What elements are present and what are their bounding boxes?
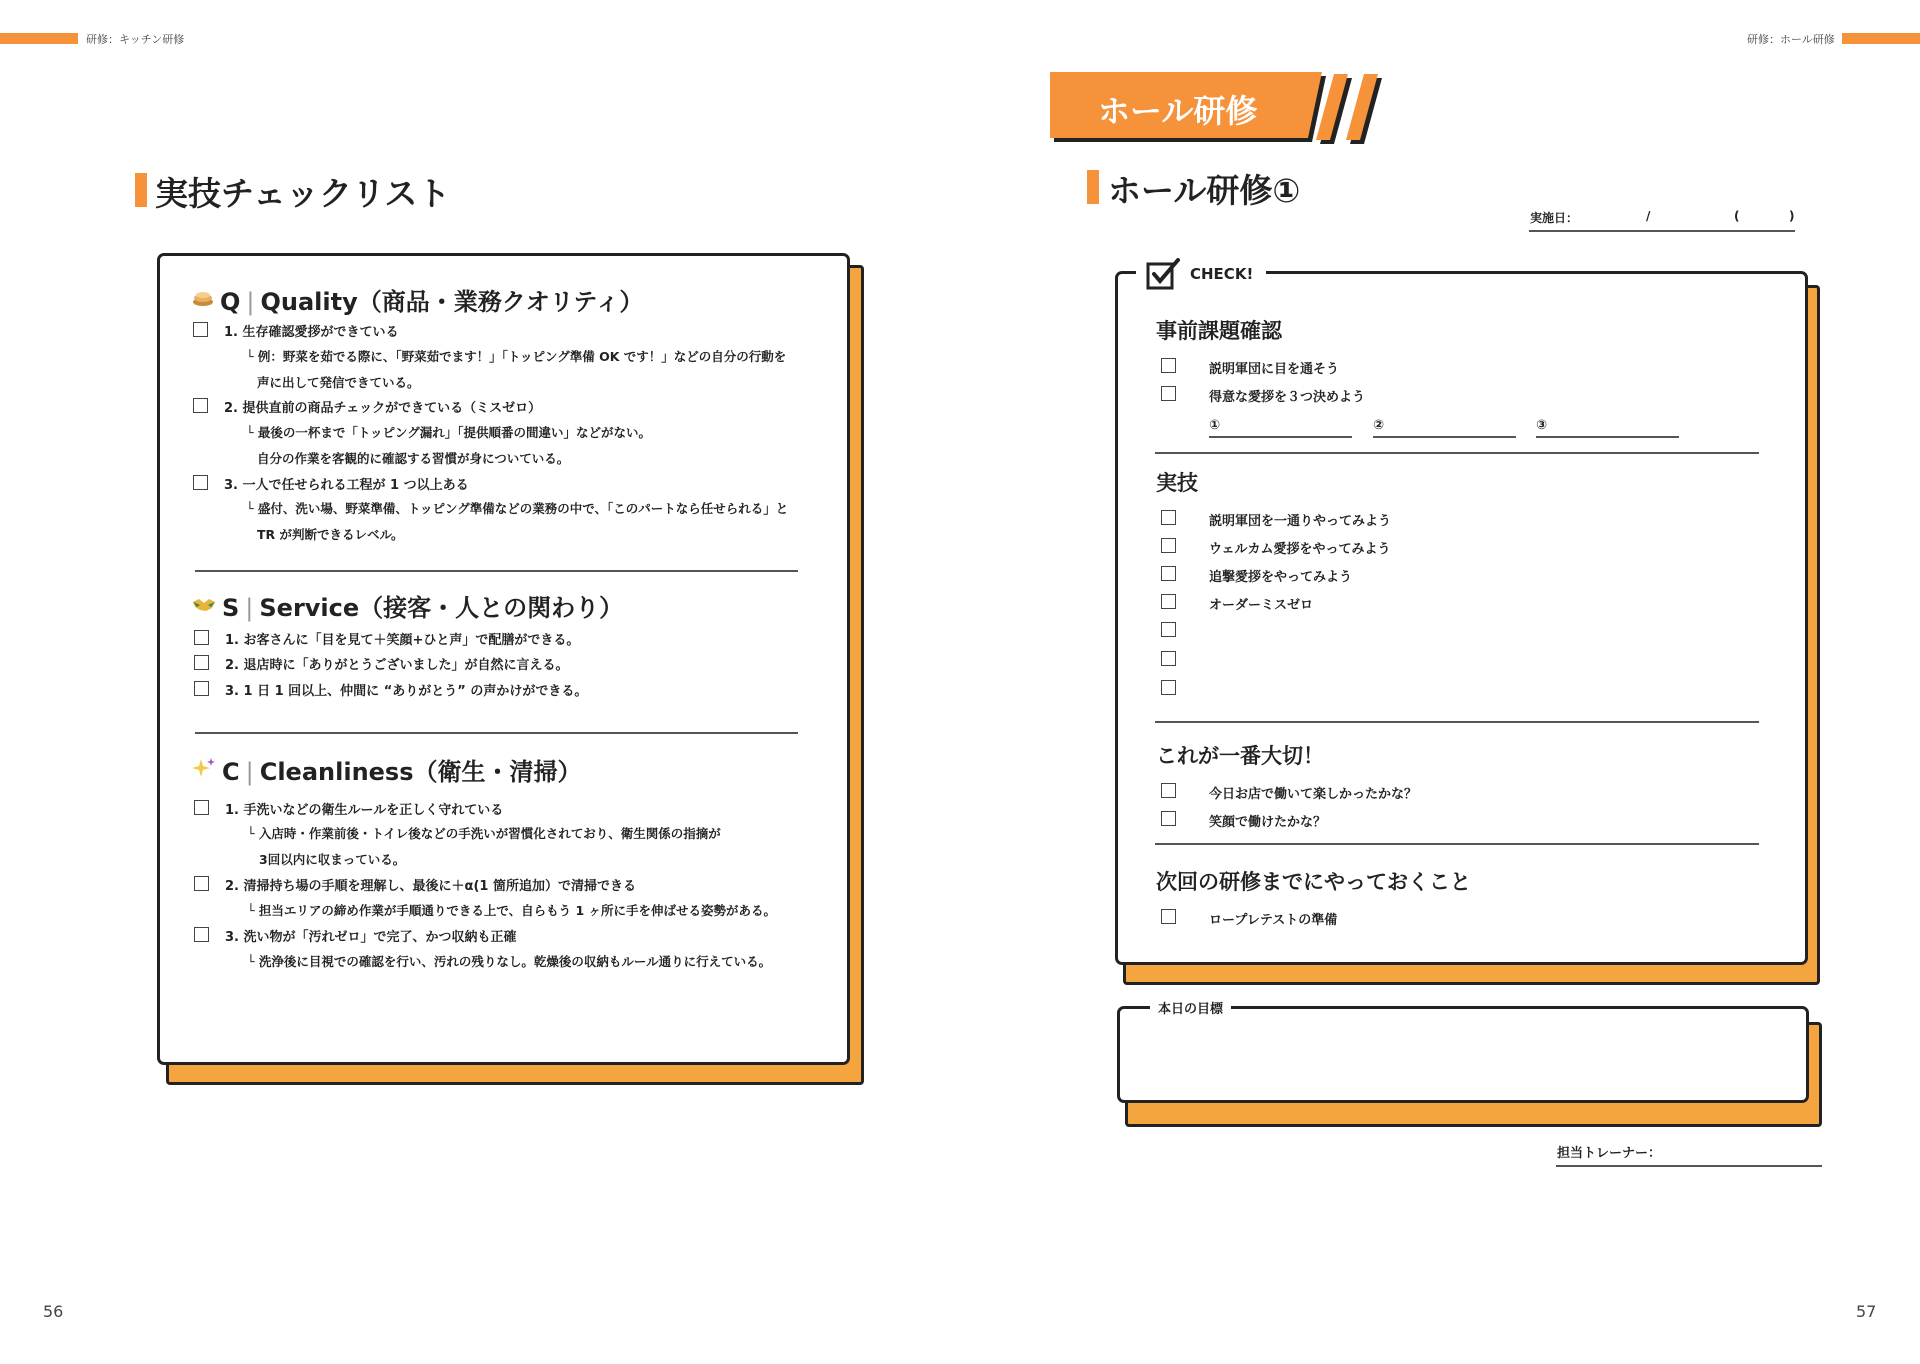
important-item-1-checkbox[interactable]: [1161, 783, 1176, 798]
page-title-left: 実技チェックリスト: [155, 174, 451, 213]
banner-title: ホール研修: [1098, 92, 1258, 130]
quality-item-2: 2. 提供直前の商品チェックができている（ミスゼロ）: [224, 401, 542, 416]
header-left-text: 研修：キッチン研修: [86, 33, 185, 46]
blank-line-1[interactable]: [1209, 436, 1352, 438]
prework-item-1-checkbox[interactable]: [1161, 358, 1176, 373]
clean-item-1-detail-1: └ 入店時・作業前後・トイレ後などの手洗いが習慣化されており、衛生関係の指摘が: [247, 826, 721, 841]
page-number-right: 57: [1856, 1302, 1877, 1321]
date-paren-open: (: [1734, 209, 1740, 223]
quality-item-3-detail-1: └ 盛付、洗い場、野菜準備、トッピング準備などの業務の中で、「このパートなら任せられる」と: [246, 501, 789, 516]
right-divider-1: [1155, 452, 1759, 454]
practice-item-5-checkbox[interactable]: [1161, 622, 1176, 637]
clean-item-3: 3. 洗い物が「汚れゼロ」で完了、かつ収納も正確: [225, 930, 517, 945]
blank-line-2[interactable]: [1373, 436, 1516, 438]
next-todo-section-title: 次回の研修までにやっておくこと: [1156, 870, 1471, 894]
title-marker-right: [1087, 170, 1099, 204]
quality-item-3-checkbox[interactable]: [193, 475, 208, 490]
cleanliness-section-title: C | Cleanliness（衛生・清掃）: [222, 758, 582, 786]
section-divider-1: [195, 570, 798, 572]
clean-item-1: 1. 手洗いなどの衛生ルールを正しく守れている: [225, 803, 504, 818]
practice-item-4: オーダーミスゼロ: [1209, 598, 1314, 613]
quality-item-1-detail-1: └ 例：野菜を茹でる際に、「野菜茹でます！」「トッピング準備 OK です！」などの自分の行動を: [246, 349, 787, 364]
important-item-2: 笑顔で働けたかな？: [1209, 815, 1327, 830]
header-accent-bar-left: [0, 33, 78, 44]
trainer-field-line[interactable]: [1556, 1165, 1822, 1167]
quality-item-1-checkbox[interactable]: [193, 322, 208, 337]
practice-item-7-checkbox[interactable]: [1161, 680, 1176, 695]
quality-item-1-detail-2: 声に出して発信できている。: [257, 375, 420, 390]
practice-item-2: ウェルカム愛拶をやってみよう: [1209, 542, 1391, 557]
clean-item-3-detail-1: └ 洗浄後に目視での確認を行い、汚れの残りなし。乾燥後の収納もルール通りに行えている。: [247, 954, 772, 969]
important-item-1: 今日お店で働いて楽しかったかな？: [1209, 787, 1418, 802]
date-label: 実施日：: [1530, 211, 1579, 225]
blank-marker-1: ①: [1209, 418, 1221, 433]
prework-item-2-checkbox[interactable]: [1161, 386, 1176, 401]
practice-item-3-checkbox[interactable]: [1161, 566, 1176, 581]
sparkles-icon: [192, 757, 216, 783]
prework-section-title: 事前課題確認: [1156, 319, 1282, 343]
practice-item-1-checkbox[interactable]: [1161, 510, 1176, 525]
blank-line-3[interactable]: [1536, 436, 1679, 438]
practice-section-title: 実技: [1156, 471, 1198, 495]
practice-item-1: 説明軍団を一通りやってみよう: [1209, 514, 1392, 529]
next-todo-item-1-checkbox[interactable]: [1161, 909, 1176, 924]
date-slash: /: [1646, 209, 1651, 223]
practice-item-3: 追撃愛拶をやってみよう: [1209, 570, 1353, 585]
quality-item-1: 1. 生存確認愛拶ができている: [224, 325, 399, 340]
goal-box[interactable]: [1117, 1006, 1809, 1103]
quality-item-2-detail-1: └ 最後の一杯まで「トッピング漏れ」「提供順番の間違い」などがない。: [246, 425, 652, 440]
section-divider-2: [195, 732, 798, 734]
handshake-icon: [192, 596, 216, 618]
service-item-1: 1. お客さんに「目を見て＋笑顔+ひと声」で配膳ができる。: [225, 633, 580, 648]
quality-item-3: 3. 一人で任せられる工程が 1 つ以上ある: [224, 478, 469, 493]
blank-marker-2: ②: [1373, 418, 1385, 433]
service-item-3-checkbox[interactable]: [194, 681, 209, 696]
check-label: CHECK!: [1190, 265, 1254, 283]
practice-item-2-checkbox[interactable]: [1161, 538, 1176, 553]
clean-item-2-checkbox[interactable]: [194, 876, 209, 891]
important-item-2-checkbox[interactable]: [1161, 811, 1176, 826]
right-divider-2: [1155, 721, 1759, 723]
pancake-icon: [192, 289, 214, 311]
header-right-text: 研修：ホール研修: [1747, 33, 1835, 46]
quality-item-2-detail-2: 自分の作業を客観的に確認する習慣が身についている。: [257, 451, 570, 466]
date-field-line[interactable]: [1529, 230, 1795, 232]
checkmark-box-icon: [1146, 258, 1182, 294]
practice-item-6-checkbox[interactable]: [1161, 651, 1176, 666]
page-number-left: 56: [43, 1302, 64, 1321]
service-item-2-checkbox[interactable]: [194, 655, 209, 670]
page-title-right: ホール研修①: [1108, 171, 1301, 210]
clean-item-2-detail-1: └ 担当エリアの締め作業が手順通りできる上で、自らもう 1 ヶ所に手を伸ばせる姿勢がある。: [247, 903, 777, 918]
prework-item-2: 得意な愛拶を３つ決めよう: [1209, 390, 1366, 405]
quality-item-3-detail-2: TR が判断できるレベル。: [257, 527, 404, 542]
trainer-label: 担当トレーナー：: [1557, 1146, 1662, 1161]
clean-item-3-checkbox[interactable]: [194, 927, 209, 942]
header-accent-bar-right: [1842, 33, 1920, 44]
date-paren-close: ): [1789, 209, 1795, 223]
clean-item-1-checkbox[interactable]: [194, 800, 209, 815]
practice-item-4-checkbox[interactable]: [1161, 594, 1176, 609]
title-marker-left: [135, 173, 147, 207]
clean-item-1-detail-2: 3回以内に収まっている。: [259, 852, 406, 867]
service-item-2: 2. 退店時に「ありがとうございました」が自然に言える。: [225, 658, 569, 673]
service-item-1-checkbox[interactable]: [194, 630, 209, 645]
prework-item-1: 説明軍団に目を通そう: [1209, 362, 1340, 377]
right-divider-3: [1155, 843, 1759, 845]
goal-label: 本日の目標: [1150, 998, 1231, 1017]
clean-item-2: 2. 清掃持ち場の手順を理解し、最後に＋α(1 箇所追加）で清掃できる: [225, 879, 636, 894]
next-todo-item-1: ロープレテストの準備: [1209, 913, 1338, 928]
important-section-title: これが一番大切！: [1156, 744, 1324, 768]
quality-section-title: Q | Quality（商品・業務クオリティ）: [220, 288, 644, 316]
service-item-3: 3. 1 日 1 回以上、仲間に “ありがとう” の声かけができる。: [225, 684, 588, 699]
quality-item-2-checkbox[interactable]: [193, 398, 208, 413]
blank-marker-3: ③: [1536, 418, 1548, 433]
service-section-title: S | Service（接客・人との関わり）: [222, 594, 624, 622]
